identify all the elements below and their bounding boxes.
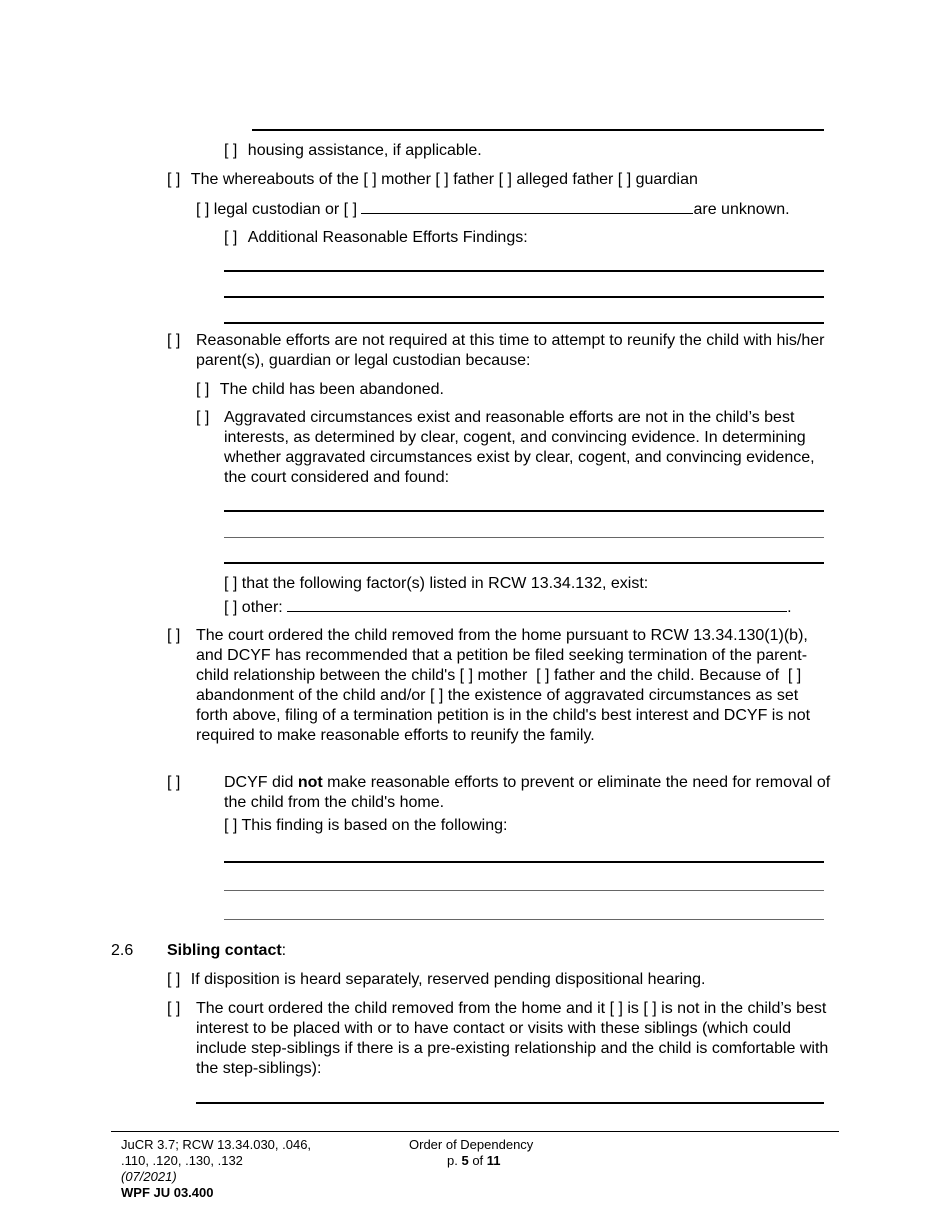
guardian-label: guardian — [635, 171, 698, 188]
section-title-text: Sibling contact — [167, 942, 282, 959]
dcyf-text-1: DCYF did — [224, 774, 294, 791]
abandonment-label: abandonment of the child and/or — [196, 687, 426, 704]
finding-based-item — [224, 816, 507, 836]
mother-label: mother — [477, 667, 528, 684]
checkbox[interactable]: [ ] — [609, 1000, 623, 1017]
checkbox[interactable]: [ ] — [224, 229, 238, 246]
blank-line[interactable] — [224, 919, 824, 920]
not-required-text: Reasonable efforts are not required at this time to attempt to reunify the child with his/her parent(s), guardian or legal custodian because: — [196, 332, 825, 369]
checkbox[interactable]: [ ] — [167, 971, 181, 988]
finding-based-label: This finding is based on the following: — [241, 817, 508, 834]
separately-item — [167, 970, 705, 990]
blank-line[interactable] — [196, 1102, 824, 1104]
housing-label: housing assistance, if applicable. — [247, 142, 482, 159]
termination-text-3: the existence of aggravated circumstances as set forth above, filing of a termination petition is in the child's best interest and DCYF is not required to make reasonable efforts to reunify the family. — [196, 687, 811, 744]
checkbox[interactable]: [ ] — [536, 667, 550, 684]
legal-custodian-row — [196, 199, 790, 220]
separately-label: If disposition is heard separately, reserved pending dispositional hearing. — [190, 971, 706, 988]
abandoned-item — [196, 380, 444, 400]
blank-line[interactable] — [224, 270, 824, 272]
dcyf-paragraph — [224, 773, 840, 813]
factors-item — [224, 574, 648, 594]
footer-citation-1: JuCR 3.7; RCW 13.34.030, .046, — [121, 1137, 312, 1152]
checkbox[interactable]: [ ] — [196, 201, 210, 218]
whereabouts-item — [167, 170, 698, 190]
checkbox[interactable]: [ ] — [224, 817, 238, 834]
checkbox[interactable]: [ ] — [498, 171, 512, 188]
checkbox[interactable]: [ ] — [224, 599, 238, 616]
blank-line[interactable] — [224, 562, 824, 564]
checkbox[interactable]: [ ] — [459, 667, 474, 684]
termination-text-2: and the child. Because of — [599, 667, 780, 684]
checkbox[interactable]: [ ] — [343, 201, 358, 218]
other-input[interactable] — [287, 597, 787, 612]
checkbox[interactable]: [ ] — [435, 171, 449, 188]
father-label: father — [453, 171, 495, 188]
housing-assistance-item — [224, 141, 482, 161]
footer-form-number: WPF JU 03.400 — [121, 1185, 214, 1200]
additional-findings-item — [224, 228, 528, 248]
blank-line[interactable] — [224, 537, 824, 538]
unknown-label: are unknown. — [693, 201, 790, 218]
checkbox[interactable]: [ ] — [167, 774, 181, 791]
other-item: [ ] other: . — [224, 599, 792, 616]
checkbox[interactable]: [ ] — [167, 332, 181, 349]
other-party-input[interactable] — [361, 199, 693, 214]
checkbox[interactable]: [ ] — [429, 687, 444, 704]
page-prefix: p. — [447, 1153, 458, 1168]
blank-line[interactable] — [224, 296, 824, 298]
termination-paragraph — [196, 626, 832, 746]
whereabouts-prefix: The whereabouts of the — [190, 171, 359, 188]
blank-line[interactable] — [224, 861, 824, 863]
page-of: of — [472, 1153, 484, 1168]
mother-label: mother — [381, 171, 431, 188]
legal-custodian-label: legal custodian or — [213, 201, 340, 218]
other-label: other: — [241, 599, 283, 616]
blank-line[interactable] — [224, 322, 824, 324]
aggravated-text: Aggravated circumstances exist and reasonable efforts are not in the child’s best interests, as determined by clear, cogent, and convincing evidence. In determining whether aggravated circumstances exist by clear, cogent, and convincing evidence, the court considered and found: — [224, 409, 815, 486]
siblings-text-2: is not in the child’s best interest to be placed with or to have contact or visits with these siblings (which could include step-siblings if there is a pre-existing relationship and the child is comfortable with the step-siblings): — [196, 1000, 829, 1077]
additional-findings-label: Additional Reasonable Efforts Findings: — [247, 229, 528, 246]
checkbox[interactable]: [ ] — [196, 409, 210, 426]
is-label: is — [627, 1000, 639, 1017]
siblings-paragraph — [196, 999, 830, 1079]
dcyf-not: not — [297, 774, 323, 791]
checkbox[interactable]: [ ] — [643, 1000, 657, 1017]
alleged-father-label: alleged father — [516, 171, 614, 188]
footer-page-number — [447, 1153, 501, 1169]
footer-divider — [111, 1131, 839, 1132]
footer-doc-title: Order of Dependency — [409, 1137, 534, 1152]
father-label: father — [553, 667, 595, 684]
checkbox[interactable]: [ ] — [787, 667, 802, 684]
checkbox[interactable]: [ ] — [167, 627, 181, 644]
section-title — [167, 941, 286, 961]
blank-line — [252, 129, 824, 131]
factors-label: that the following factor(s) listed in RCW 13.34.132, exist: — [241, 575, 649, 592]
siblings-text-1: The court ordered the child removed from the home and it — [196, 1000, 606, 1017]
blank-line[interactable] — [224, 890, 824, 891]
footer-citation-2: .110, .120, .130, .132 — [121, 1153, 243, 1168]
checkbox[interactable]: [ ] — [224, 575, 238, 592]
page-total: 11 — [486, 1153, 501, 1168]
blank-line[interactable] — [224, 510, 824, 512]
checkbox[interactable]: [ ] — [363, 171, 377, 188]
termination-text-1: The court ordered the child removed from the home pursuant to RCW 13.34.130(1)(b), and DCYF has recommended that a petition be filed seeking termination of the parent-child relationship between the child's — [196, 627, 808, 684]
page-current: 5 — [461, 1153, 469, 1168]
dcyf-text-2: make reasonable efforts to prevent or eliminate the need for removal of the child from the child's home. — [224, 774, 831, 811]
checkbox[interactable]: [ ] — [196, 381, 210, 398]
section-colon: : — [281, 942, 287, 959]
checkbox[interactable]: [ ] — [617, 171, 632, 188]
footer-date: (07/2021) — [121, 1169, 177, 1184]
section-number: 2.6 — [111, 942, 134, 959]
abandoned-label: The child has been abandoned. — [219, 381, 444, 398]
checkbox[interactable]: [ ] — [224, 142, 238, 159]
checkbox[interactable]: [ ] — [167, 1000, 181, 1017]
checkbox[interactable]: [ ] — [167, 171, 181, 188]
